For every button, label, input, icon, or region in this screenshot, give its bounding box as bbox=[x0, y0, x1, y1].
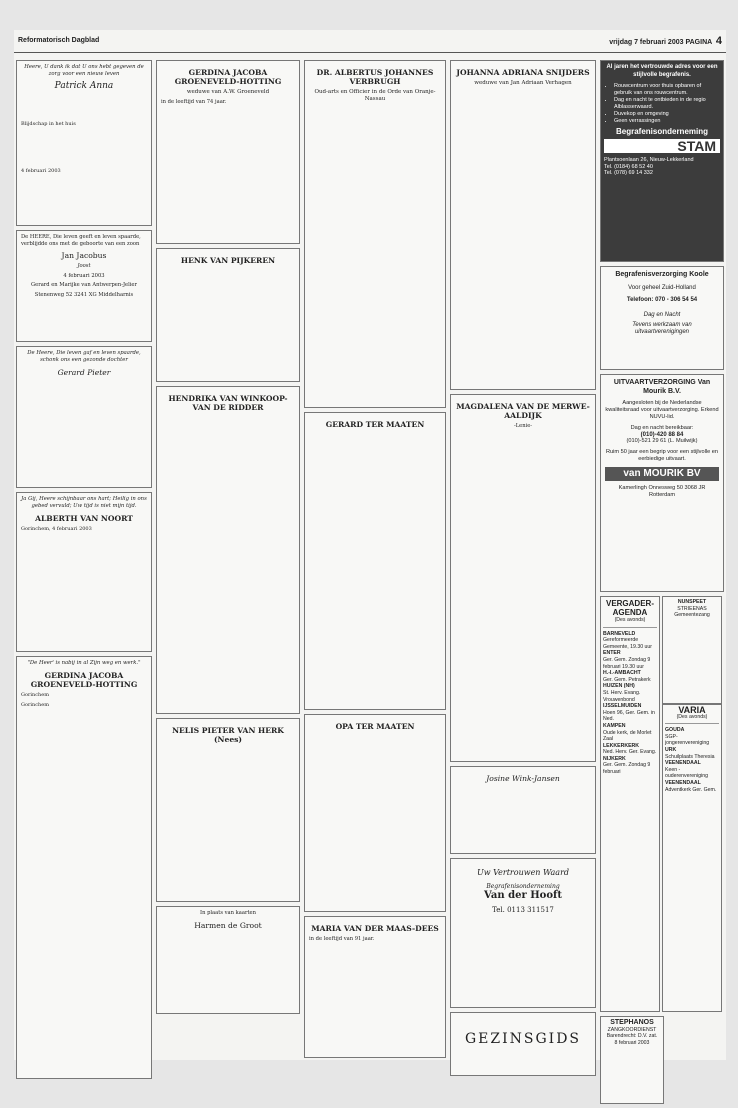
stam-title: Al jaren het vertrouwde adres voor een stijlvolle begrafenis. bbox=[606, 64, 718, 78]
birth-address: Stenenweg 52 3241 XG Middelharnis bbox=[34, 291, 134, 298]
notice-sub-5: In plaats van kaarten bbox=[200, 910, 256, 916]
stam-bullet: • Dag en nacht te ontbieden in de regio Alblasserwaard. bbox=[614, 97, 720, 111]
varia-text: Adventkerk Ger. Gem. bbox=[665, 786, 717, 793]
death-poem: Ja Gij, Heere schijnbaar ons hart; Heilig in ons gebed vervuld; Uw tijd is niet mijn tijd. bbox=[21, 496, 147, 509]
varia-entry bbox=[665, 727, 719, 747]
column-5 bbox=[600, 60, 724, 1108]
varia-box bbox=[662, 704, 722, 1012]
birth-poem-2: De Heere, Die leven gaf en leven spaarde, schonk ons een gezonde dochter bbox=[27, 350, 141, 363]
death-notice-aaldijk bbox=[450, 394, 596, 762]
gezinsgids-ad bbox=[450, 1012, 596, 1076]
mourik-day: Dag en nacht bereikbaar: bbox=[630, 425, 694, 431]
stephanos-text: Barendrecht: D.V. zat. 8 februari 2003 bbox=[606, 1033, 658, 1046]
birth-name: Patrick Anna bbox=[54, 81, 114, 91]
death-notice-maas bbox=[304, 916, 446, 1058]
varia-town: VEENENDAAL bbox=[665, 760, 701, 767]
column-3 bbox=[304, 60, 446, 1062]
varia-text: Schuilplaats Theresia bbox=[665, 753, 715, 760]
agenda-entry bbox=[603, 723, 657, 743]
agenda-text: Ned. Herv. Ger. Evang. bbox=[603, 749, 657, 756]
varia-entry bbox=[665, 747, 719, 760]
notice-name-2: HENK VAN PIJKEREN bbox=[180, 256, 276, 265]
death-notice-wink bbox=[450, 766, 596, 854]
vanmourik-ad bbox=[600, 374, 724, 592]
stam-tel: Tel. (0184) 68 52 40 bbox=[604, 163, 653, 170]
notice-name-5: Harmen de Groot bbox=[194, 920, 262, 930]
agenda-text: Ger. Gem. Petrakerk bbox=[603, 676, 651, 683]
stam-tel: Tel. (078) 69 14 332 bbox=[604, 170, 653, 177]
notice-name-3: HENDRIKA VAN WINKOOP-VAN DE RIDDER bbox=[168, 394, 288, 412]
notice-alias: -Lenie- bbox=[513, 423, 533, 429]
notice-age: in de leeftijd van 91 jaar. bbox=[309, 936, 375, 942]
stam-address: Plantsoenlaan 26, Nieuw-Lekkerland bbox=[604, 157, 694, 164]
nunspeet-title: NUNSPEET bbox=[677, 599, 707, 605]
agenda-text: Ger. Gem. Zondag 9 februari 19.30 uur bbox=[603, 656, 651, 670]
koole-day: Dag en Nacht bbox=[643, 311, 681, 318]
death-notice-gerdina bbox=[156, 60, 300, 244]
stam-ad bbox=[600, 60, 724, 262]
varia-entry bbox=[665, 760, 719, 780]
stam-brand: STAM bbox=[604, 139, 720, 154]
notice-sub: weduwe van A.W. Groeneveld bbox=[186, 89, 270, 95]
agenda-text: St. Herv. Evang. Vrouwenbond bbox=[603, 689, 641, 703]
nunspeet-box bbox=[662, 596, 722, 704]
agenda-entry bbox=[603, 703, 657, 723]
notice-name-3: OPA TER MAATEN bbox=[335, 722, 415, 731]
death-notice-verbrugh bbox=[304, 60, 446, 408]
death-notice-nelis bbox=[156, 718, 300, 902]
varia-text: Keen - ouderenvereniging bbox=[665, 766, 708, 780]
notice-name: DR. ALBERTUS JOHANNES VERBRUGH bbox=[316, 68, 434, 86]
ad-line: Begrafenisonderneming bbox=[486, 883, 560, 890]
agenda-block bbox=[600, 596, 724, 1016]
notice-sub: Oud-arts en Officier in de Orde van Oranje-Nassau bbox=[314, 89, 436, 102]
notice-name-2: GERARD TER MAATEN bbox=[325, 420, 425, 429]
ad-company: Van der Hooft bbox=[484, 889, 562, 901]
agenda-text: Ger. Gem. Zondag 9 februari bbox=[603, 762, 651, 776]
page-number: 4 bbox=[715, 35, 722, 47]
varia-sub: (Des avonds) bbox=[676, 713, 708, 720]
birth-notice-1: Heere, U dank ik dat U ons hebt gegeven de zorg voor een nieuw leven Patrick Anna Blijdschap in het huis 4 februari 2003 bbox=[16, 60, 152, 226]
agenda-town: IJSSELMUIDEN bbox=[603, 703, 642, 710]
page-header bbox=[14, 30, 726, 53]
nunspeet-line: STRIEENAS bbox=[677, 605, 707, 612]
nunspeet-line: Gemeentezang bbox=[674, 612, 710, 619]
vanderhooft-ad bbox=[450, 858, 596, 1008]
koole-phone: Telefoon: 070 - 306 54 54 bbox=[626, 297, 698, 304]
stephanos-sub: ZANGKOORDIENST bbox=[607, 1026, 657, 1033]
stam-bullet: • Geen verrassingen bbox=[614, 118, 720, 125]
death-notice-ter-maaten bbox=[304, 412, 446, 710]
birth-notice-2 bbox=[16, 230, 152, 342]
death-name: ALBERTH VAN NOORT bbox=[35, 514, 133, 523]
column-4 bbox=[450, 60, 596, 1080]
page-date bbox=[609, 35, 722, 47]
column-1 bbox=[16, 60, 152, 1083]
agenda-town: BARNEVELD bbox=[603, 630, 636, 637]
page-label: PAGINA bbox=[685, 39, 712, 46]
stam-bullet: • Duvekop en omgeving bbox=[614, 111, 720, 118]
varia-town: URK bbox=[665, 746, 677, 753]
ad-title: Uw Vertrouwen Waard bbox=[476, 868, 570, 877]
agenda-town: HUIZEN (NH) bbox=[603, 683, 635, 690]
agenda-entry bbox=[603, 670, 657, 683]
agenda-entry bbox=[603, 756, 657, 776]
header-date: vrijdag 7 februari 2003 bbox=[609, 39, 684, 46]
mourik-address: Kamerlingh Onnesweg 50 3068 JR Rotterdam bbox=[618, 485, 706, 498]
agenda-town: H.-I.-AMBACHT bbox=[603, 670, 641, 677]
varia-town: VEENENDAAL bbox=[665, 779, 701, 786]
agenda-entry bbox=[603, 743, 657, 756]
agenda-town: ENTER bbox=[603, 650, 621, 657]
death-notice-snijders bbox=[450, 60, 596, 390]
koole-sub: Voor geheel Zuid-Holland bbox=[628, 284, 696, 291]
agenda-text: Oude kerk, de Morlet Zaal bbox=[603, 729, 652, 743]
agenda-sub: (Des avonds) bbox=[614, 617, 646, 623]
birth-name-3: Gerard Pieter bbox=[57, 368, 111, 377]
gezinsgids-logo: GEZINSGIDS bbox=[464, 1031, 582, 1047]
stam-company: Begrafenisonderneming bbox=[615, 127, 708, 136]
stephanos-title: STEPHANOS bbox=[610, 1019, 654, 1026]
stam-bullets bbox=[614, 83, 720, 125]
koole-tag: Tevens werkzaam van uitvaartverenigingen bbox=[632, 322, 692, 335]
mourik-brand: van MOURIK BV bbox=[605, 467, 719, 482]
notice-name-4: MARIA VAN DER MAAS-DEES bbox=[311, 924, 439, 933]
agenda-town: NIJKERK bbox=[603, 755, 626, 762]
birth-notice-3 bbox=[16, 346, 152, 488]
birth-poem: Heere, U dank ik dat U ons hebt gegeven de zorg voor een nieuw leven bbox=[24, 64, 144, 77]
death-place: Gorinchem bbox=[21, 701, 49, 708]
column-2 bbox=[156, 60, 300, 1018]
notice-name: JOHANNA ADRIANA SNIJDERS bbox=[456, 68, 590, 77]
varia-title: VARIA bbox=[678, 705, 706, 715]
birth-name-note: Joost bbox=[77, 263, 91, 270]
birth-date: 4 februari 2003 bbox=[63, 272, 105, 279]
agenda-entry bbox=[603, 650, 657, 670]
agenda-town: KAMPEN bbox=[603, 722, 626, 729]
death-notice-hendrika bbox=[156, 386, 300, 714]
koole-title: Begrafenisverzorging Koole bbox=[615, 271, 709, 278]
notice-name-2: MAGDALENA VAN DE MERWE-AALDIJK bbox=[456, 402, 590, 420]
agenda-entry bbox=[603, 683, 657, 703]
mourik-tel: (010)-420 88 84 bbox=[640, 431, 684, 438]
varia-entry bbox=[665, 780, 719, 793]
ad-phone: Tel. 0113 311517 bbox=[492, 906, 554, 915]
birth-text: De HEERE, Die leven geeft en leven spaarde, verblijdde ons met de geboorte van een zoon bbox=[21, 234, 141, 247]
notice-name-4: NELIS PIETER VAN HERK (Nees) bbox=[172, 726, 284, 744]
death-notice-henk bbox=[156, 248, 300, 382]
mourik-text: Aangesloten bij de Nederlandse kwaliteitsraad voor uitvaartverzorging. Erkend NUVU-lid. bbox=[605, 400, 719, 420]
death-notice-opa bbox=[304, 714, 446, 912]
varia-town: GOUDA bbox=[665, 727, 685, 734]
varia-text: SGP-jongerenvereniging bbox=[665, 733, 710, 747]
birth-name-2: Jan Jacobus bbox=[61, 251, 107, 261]
agenda-entry bbox=[603, 631, 657, 651]
stephanos-ad bbox=[600, 1016, 664, 1104]
agenda-title: VERGADER-AGENDA bbox=[605, 599, 654, 617]
birth-parents: Gerard en Marijke van Antwerpen-Jelier bbox=[31, 282, 137, 289]
death-notice-2: "De Heer' is nabij in al Zijn weg en werk." GERDINA JACOBA GROENEVELD-HOTTING Gorinchem Gorinchem bbox=[16, 656, 152, 1079]
newspaper-page bbox=[14, 30, 726, 1060]
agenda-text: Hoen 96, Ger. Gem. in Ned. bbox=[603, 709, 655, 723]
mourik-tel: (010)-521 29 61 (L. Muilwijk) bbox=[626, 438, 698, 445]
notice-name-3: Josine Wink-Jansen bbox=[486, 774, 560, 783]
mourik-text-2: Ruim 50 jaar een begrip voor een stijlvolle en eerbiedige uitvaart. bbox=[606, 448, 718, 462]
agenda-text: Gereformeerde Gemeente, 19.30 uur bbox=[603, 637, 653, 650]
death-notice-harmen bbox=[156, 906, 300, 1014]
agenda-town: LEKKERKERK bbox=[603, 742, 640, 749]
mourik-title: UITVAARTVERZORGING Van Mourik B.V. bbox=[613, 379, 711, 395]
death-notice-1: Ja Gij, Heere schijnbaar ons hart; Heilig in ons gebed vervuld; Uw tijd is niet mijn tijd. ALBERTH VAN NOORT Gorinchem, 4 februari 2003 bbox=[16, 492, 152, 652]
vergader-agenda bbox=[600, 596, 660, 1012]
publication-name: Reformatorisch Dagblad bbox=[18, 37, 100, 44]
death-name-2: GERDINA JACOBA GROENEVELD-HOTTING bbox=[30, 671, 138, 689]
notice-name: GERDINA JACOBA GROENEVELD-HOTTING bbox=[174, 68, 282, 86]
stam-bullet: • Rouwcentrum voor thuis opbaren of gebruik van ons rouwcentrum. bbox=[614, 83, 720, 97]
notice-age: in de leeftijd van 74 jaar. bbox=[161, 99, 227, 105]
koole-ad bbox=[600, 266, 724, 370]
notice-sub: weduwe van Jan Adriaan Verhagen bbox=[474, 80, 572, 86]
